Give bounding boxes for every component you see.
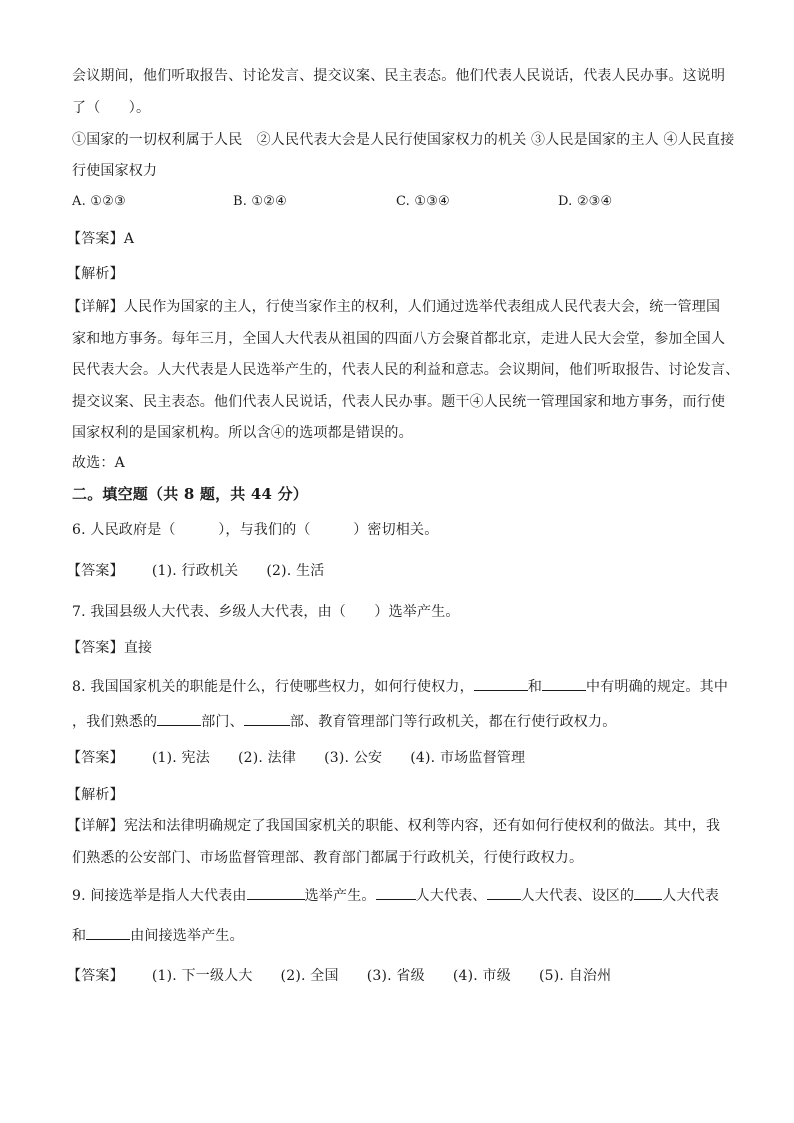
q9-answer-5: (5). 自治州	[538, 968, 612, 984]
q5-detail-line1: 【详解】人民作为国家的主人，行使当家作主的权利，人们通过选举代表组成人民代表大会，统一管理国	[67, 299, 721, 315]
blank	[634, 885, 662, 900]
q5-statements-line1: ①国家的一切权利属于人民 ②人民代表大会是人民行使国家权力的机关 ③人民是国家的主人 ④人民直接	[72, 132, 735, 148]
q9-answer-2: (2). 全国	[280, 968, 339, 984]
blank	[86, 925, 130, 940]
answer-value: 直接	[123, 640, 153, 656]
blank	[474, 676, 528, 691]
q9-stem-line1: 9. 间接选举是指人大代表由 选举产生。 人大代表、 人大代表、设区的 人大代表	[72, 885, 719, 906]
detail-tag: 【详解】	[67, 299, 124, 315]
q8-answer	[67, 748, 553, 768]
detail-tag: 【详解】	[67, 818, 124, 834]
q8-stem-line2: ，我们熟悉的 部门、 部、教育管理部门等行政机关，都在行使行政权力。	[72, 711, 616, 732]
q5-stem-line2: 了（ ）。	[72, 100, 151, 116]
q5-detail-line3: 民代表大会。人大代表是人民选举产生的，代表人民的利益和意志。会议期间，他们听取报告、讨论发言、	[72, 362, 740, 378]
q9-answer-4: (4). 市级	[452, 968, 511, 984]
q5-statements-line2: 行使国家权力	[72, 163, 158, 179]
q5-option-a: A. ①②③	[72, 194, 126, 209]
q6-answer-1: (1). 行政机关	[151, 563, 239, 579]
blank	[487, 885, 521, 900]
q8-analysis-tag: 【解析】	[67, 787, 124, 803]
blank	[376, 885, 416, 900]
q7-stem: 7. 我国县级人大代表、乡级人大代表，由（ ）选举产生。	[72, 604, 460, 620]
q9-answer	[67, 966, 639, 986]
answer-tag: 【答案】	[67, 563, 124, 579]
answer-tag: 【答案】	[67, 968, 124, 984]
section-2-title: 二。填空题（共 8 题，共 44 分）	[72, 485, 309, 503]
blank	[247, 885, 305, 900]
q5-stem-line1: 会议期间，他们听取报告、讨论发言、提交议案、民主表态。他们代表人民说话，代表人民办事。这说明	[72, 68, 726, 84]
answer-tag: 【答案】	[67, 231, 124, 247]
q8-answer-3: (3). 公安	[324, 750, 383, 766]
answer-tag: 【答案】	[67, 640, 124, 656]
q9-stem-line2: 和 由间接选举产生。	[72, 925, 244, 946]
answer-value: A	[123, 231, 135, 247]
q6-answer-2: (2). 生活	[266, 563, 325, 579]
blank	[542, 676, 586, 691]
blank	[157, 711, 201, 726]
q9-answer-1: (1). 下一级人大	[151, 968, 253, 984]
q5-detail-line2: 家和地方事务。每年三月，全国人大代表从祖国的四面八方会聚首都北京，走进人民大会堂，参加全国人	[72, 331, 726, 347]
q5-detail-line4: 提交议案、民主表态。他们代表人民说话，代表人民办事。题干④人民统一管理国家和地方事务，而行使	[72, 394, 726, 410]
q8-stem-line1: 8. 我国国家机关的职能是什么，行使哪些权力，如何行使权力， 和 中有明确的规定。其中	[72, 676, 728, 697]
q5-choose: 故选：A	[72, 455, 125, 471]
q9-answer-3: (3). 省级	[366, 968, 425, 984]
q8-answer-1: (1). 宪法	[151, 750, 210, 766]
q8-answer-4: (4). 市场监督管理	[410, 750, 526, 766]
q7-answer	[67, 638, 152, 658]
q8-detail-line2: 们熟悉的公安部门、市场监督管理部、教育部门都属于行政机关，行使行政权力。	[72, 850, 584, 866]
blank	[244, 711, 290, 726]
q5-option-d: D. ②③④	[558, 194, 613, 209]
q6-answer	[67, 561, 352, 581]
q5-analysis-tag: 【解析】	[67, 266, 124, 282]
answer-tag: 【答案】	[67, 750, 124, 766]
q6-stem: 6. 人民政府是（ ），与我们的（ ）密切相关。	[72, 522, 439, 538]
q5-option-c: C. ①③④	[396, 194, 450, 209]
q5-option-b: B. ①②④	[233, 194, 287, 209]
q5-answer	[67, 229, 134, 249]
q8-detail-line1: 【详解】宪法和法律明确规定了我国国家机关的职能、权利等内容，还有如何行使权利的做法。其中，我	[67, 818, 721, 834]
q8-answer-2: (2). 法律	[237, 750, 297, 766]
q5-detail-line5: 国家权利的是国家机构。所以含④的选项都是错误的。	[72, 425, 413, 441]
